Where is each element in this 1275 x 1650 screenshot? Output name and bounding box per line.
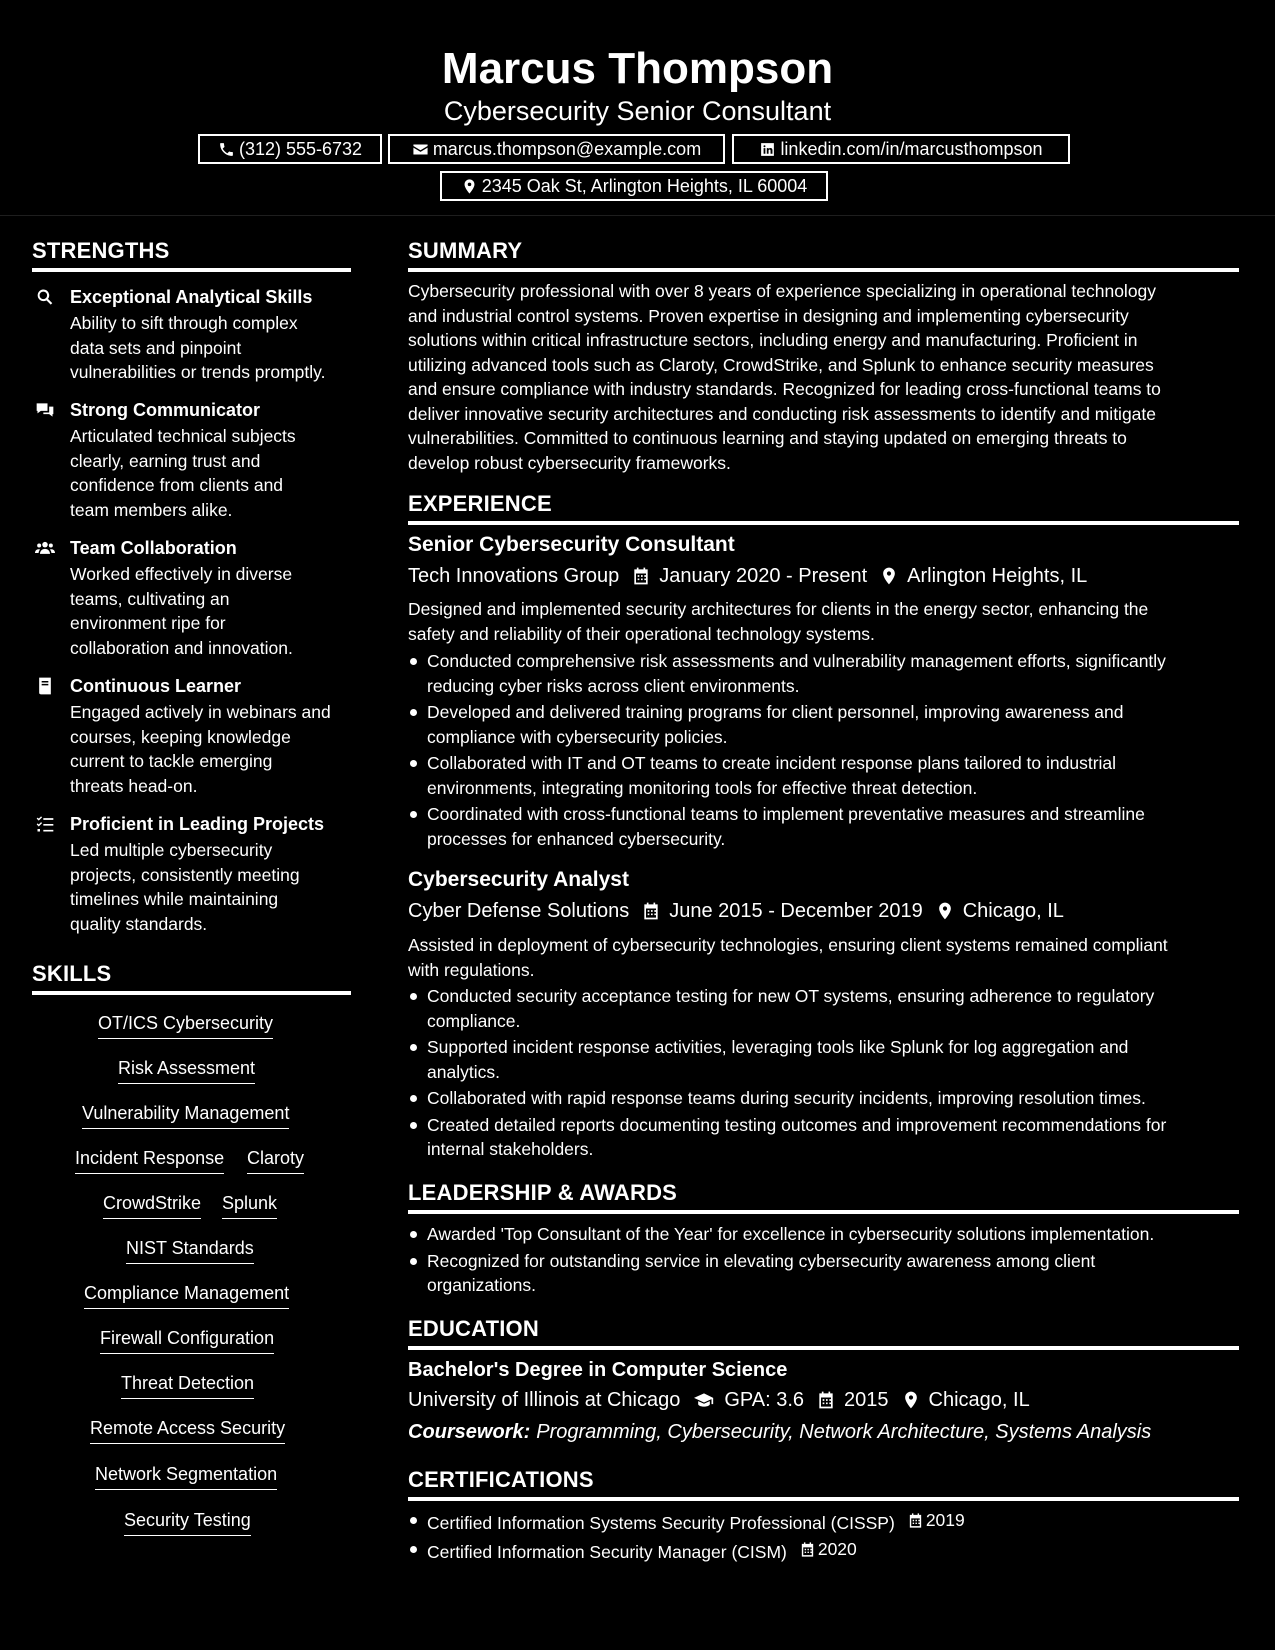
strength-description: Articulated technical subjects clearly, earning trust and confidence from clients and team members alike. [70,426,296,520]
graduation-cap-icon [692,1390,716,1410]
linkedin-text: linkedin.com/in/marcusthompson [780,139,1043,159]
skill-tag: Network Segmentation [95,1462,277,1490]
users-icon [34,538,56,558]
resume-header [0,0,1275,216]
coursework [408,1419,1151,1445]
strength-description: Engaged actively in webinars and courses, keeping knowledge current to tackle emerging threats head-on. [70,702,331,796]
list-item [408,1508,1238,1535]
calendar-icon [631,566,651,586]
list-item: Conducted security acceptance testing for new OT systems, ensuring adherence to regulatory compliance. [408,984,1238,1033]
company-name: Cyber Defense Solutions [408,900,630,922]
phone-text: (312) 555-6732 [238,139,363,159]
strength-title: Strong Communicator [70,400,261,420]
list-item: Developed and delivered training programs for client personnel, improving awareness and compliance with cybersecurity policies. [408,700,1238,749]
comments-icon [34,400,56,420]
education-location: Chicago, IL [928,1389,1030,1411]
strength-title: Team Collaboration [70,538,237,558]
skill-tag: Security Testing [124,1508,251,1536]
certifications-list [408,1508,1238,1567]
skill-tag: Compliance Management [84,1281,289,1309]
school-name: University of Illinois at Chicago [408,1389,681,1411]
skill-tag: Vulnerability Management [82,1101,289,1129]
job-description: Designed and implemented security architectures for clients in the energy sector, enhancing the safety and reliability of their operational technology systems. [408,599,1149,644]
skills-rule [32,991,351,995]
calendar-icon [816,1390,836,1410]
job-description: Assisted in deployment of cybersecurity technologies, ensuring client systems remained compliant with regulations. [408,935,1168,980]
map-pin-icon [901,1390,921,1410]
list-item [408,1537,1238,1564]
email-contact[interactable] [388,134,725,164]
graduation-year: 2015 [844,1389,889,1411]
list-item: Coordinated with cross-functional teams to implement preventative measures and streamline processes for enhanced cybersecurity. [408,802,1238,851]
list-item: Conducted comprehensive risk assessments and vulnerability management efforts, significantly reducing cyber risks across client environments. [408,649,1238,698]
leadership-bullets [408,1222,1238,1300]
experience-rule [408,521,1239,525]
email-text: marcus.thompson@example.com [432,139,702,159]
certifications-rule [408,1497,1239,1501]
calendar-icon [799,1541,816,1558]
certification-name: Certified Information Security Manager (CISM) [427,1542,787,1562]
address-contact [440,171,828,201]
strength-title: Proficient in Leading Projects [70,814,325,834]
list-item: Supported incident response activities, leveraging tools like Splunk for log aggregation and analytics. [408,1035,1238,1084]
skills-heading: SKILLS [32,961,112,986]
strength-title: Exceptional Analytical Skills [70,287,313,307]
skill-tag: OT/ICS Cybersecurity [98,1011,273,1039]
job-title: Senior Cybersecurity Consultant [408,533,735,556]
degree-title: Bachelor's Degree in Computer Science [408,1359,788,1381]
job-dates: January 2020 - Present [659,565,868,587]
summary-rule [408,268,1239,272]
certification-year: 2020 [817,1539,857,1560]
coursework-text: Programming, Cybersecurity, Network Architecture, Systems Analysis [536,1421,1152,1443]
strength-description: Ability to sift through complex data sets and pinpoint vulnerabilities or trends promptly. [70,313,326,382]
strength-description: Worked effectively in diverse teams, cultivating an environment ripe for collaboration and innovation. [70,564,293,658]
candidate-title: Cybersecurity Senior Consultant [443,96,832,126]
envelope-icon [412,141,429,158]
skill-tag: CrowdStrike [103,1191,201,1219]
search-icon [34,287,56,307]
summary-text: Cybersecurity professional with over 8 years of experience specializing in operational technology and industrial control systems. Proven expertise in designing and implementing cybersecurity solutions within critical infrastructure sectors, including energy and manufacturing. Proficient in utilizing advanced tools such as Claroty, CrowdStrike, and Splunk to enhance security measures and ensure compliance with industry standards. Recognized for leading cross-functional teams to deliver innovative security architectures and conducting risk assessments to identify and mitigate vulnerabilities. Committed to continuous learning and staying updated on emerging threats to develop robust cybersecurity frameworks. [408,281,1161,473]
linkedin-contact[interactable] [732,134,1070,164]
skill-tag: Threat Detection [121,1371,254,1399]
job-location: Chicago, IL [962,900,1064,922]
coursework-label: Coursework: [408,1421,531,1443]
job-title: Cybersecurity Analyst [408,868,629,891]
calendar-icon [641,901,661,921]
gpa: GPA: 3.6 [724,1389,805,1411]
address-text: 2345 Oak St, Arlington Heights, IL 60004 [481,176,808,196]
map-pin-icon [935,901,955,921]
certification-year: 2019 [925,1510,965,1530]
certifications-heading: CERTIFICATIONS [408,1467,594,1492]
skill-tag: Incident Response [75,1146,224,1174]
phone-contact[interactable] [198,134,382,164]
map-pin-icon [879,566,899,586]
leadership-rule [408,1210,1239,1214]
job-dates: June 2015 - December 2019 [669,900,923,922]
job-bullets [408,649,1238,853]
skill-tag: Splunk [222,1191,277,1219]
map-pin-icon [461,178,478,195]
company-name: Tech Innovations Group [408,565,620,587]
education-rule [408,1346,1239,1350]
experience-heading: EXPERIENCE [408,491,552,516]
skill-tag: Firewall Configuration [100,1326,274,1354]
phone-icon [218,141,235,158]
skill-tag: Risk Assessment [118,1056,255,1084]
strengths-rule [32,268,351,272]
list-item: Awarded 'Top Consultant of the Year' for excellence in cybersecurity solutions implementation. [408,1222,1238,1247]
strengths-heading: STRENGTHS [32,238,170,263]
job-bullets [408,984,1238,1164]
job-meta [408,898,1064,924]
skill-tag: Remote Access Security [90,1416,285,1444]
job-location: Arlington Heights, IL [907,565,1088,587]
skill-tag: Claroty [247,1146,304,1174]
calendar-icon [907,1512,924,1529]
strength-title: Continuous Learner [70,676,242,696]
list-check-icon [34,814,56,834]
list-item: Created detailed reports documenting testing outcomes and improvement recommendations for internal stakeholders. [408,1113,1238,1162]
skill-tag: NIST Standards [126,1236,254,1264]
leadership-heading: LEADERSHIP & AWARDS [408,1180,678,1205]
list-item: Recognized for outstanding service in elevating cybersecurity awareness among client organizations. [408,1249,1238,1298]
summary-heading: SUMMARY [408,238,523,263]
list-item: Collaborated with rapid response teams during security incidents, improving resolution times. [408,1086,1238,1111]
education-meta [408,1387,1030,1413]
strength-description: Led multiple cybersecurity projects, consistently meeting timelines while maintaining quality standards. [70,840,300,934]
certification-name: Certified Information Systems Security Professional (CISSP) [427,1512,895,1533]
list-item: Collaborated with IT and OT teams to create incident response plans tailored to industrial environments, integrating monitoring tools for effective threat detection. [408,751,1238,800]
job-meta [408,563,1087,589]
candidate-name: Marcus Thompson [441,44,834,93]
linkedin-icon [759,141,776,158]
education-heading: EDUCATION [408,1316,539,1341]
book-icon [34,676,56,696]
